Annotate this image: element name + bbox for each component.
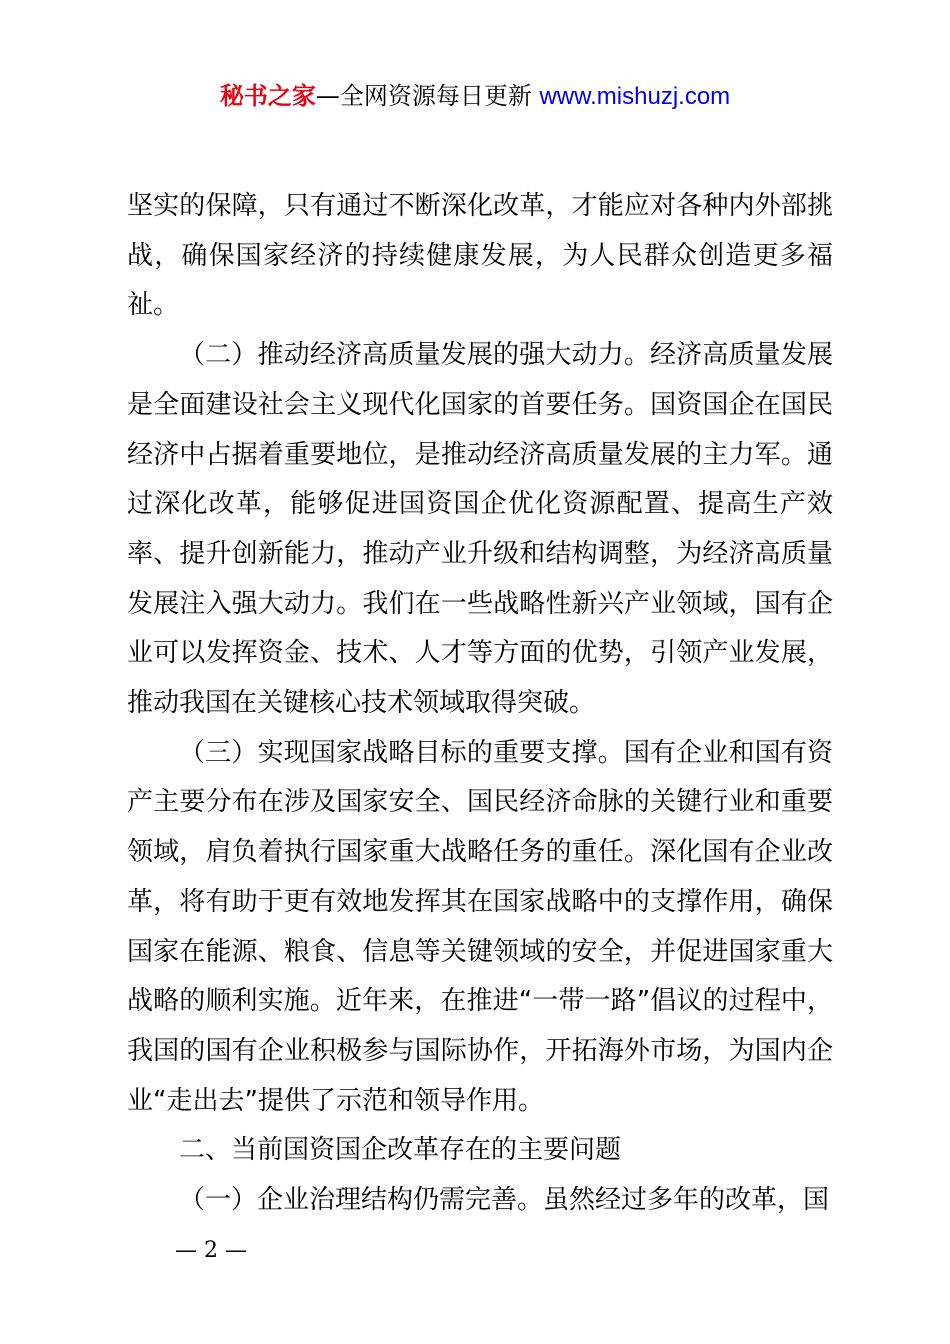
section-heading: 二、当前国资国企改革存在的主要问题 bbox=[179, 1135, 622, 1166]
site-url-link[interactable]: www.mishuzj.com bbox=[539, 83, 731, 110]
paragraph-section-2: （二）推动经济高质量发展的强大动力。经济高质量发展是全面建设社会主义现代化国家的首要任务。国资国企在国民经济中占据着重要地位，是推动经济高质量发展的主力军。通过深化改革，能够促进国资国企优化资源配置、提高生产效率、提升创新能力，推动产业升级和结构调整，为经济高质量发展注入强大动力。我们在一些战略性新兴产业领域，国有企业可以发挥资金、技术、人才等方面的优势，引领产业发展，推动我国在关键核心技术领域取得突破。 bbox=[127, 340, 833, 719]
paragraph-subsection-1: （一）企业治理结构仍需完善。虽然经过多年的改革，国 bbox=[179, 1185, 830, 1216]
page-number: — 2 — bbox=[175, 1238, 247, 1263]
site-header bbox=[0, 80, 950, 113]
document-body bbox=[127, 182, 833, 1226]
paragraph-continuation: 坚实的保障，只有通过不断深化改革，才能应对各种内外部挑战，确保国家经济的持续健康发展，为人民群众创造更多福祉。 bbox=[127, 191, 833, 321]
paragraph-section-3: （三）实现国家战略目标的重要支撑。国有企业和国有资产主要分布在涉及国家安全、国民经济命脉的关键行业和重要领域，肩负着执行国家重大战略任务的重任。深化国有企业改革，将有助于更有效地发挥其在国家战略中的支撑作用，确保国家在能源、粮食、信息等关键领域的安全，并促进国家重大战略的顺利实施。近年来，在推进“一带一路”倡议的过程中，我国的国有企业积极参与国际协作，开拓海外市场，为国内企业“走出去”提供了示范和领导作用。 bbox=[127, 737, 833, 1116]
brand-name: 秘书之家 bbox=[219, 82, 316, 110]
header-tagline: —全网资源每日更新 bbox=[315, 82, 540, 110]
